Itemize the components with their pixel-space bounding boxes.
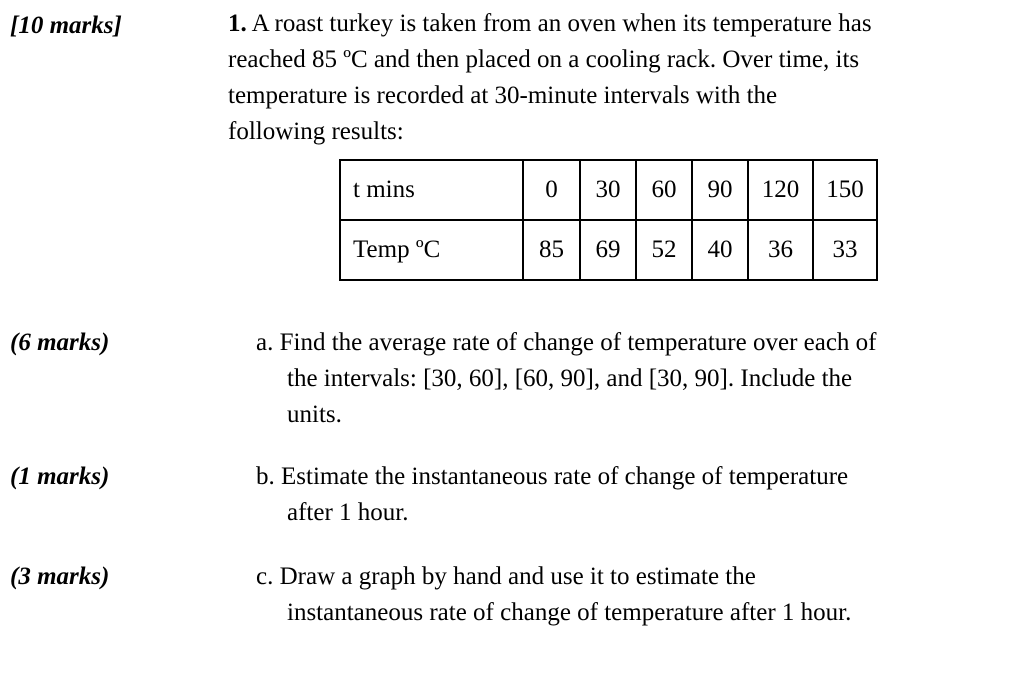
temperature-row-label: Temp ºC: [340, 220, 523, 280]
part-a-line: units.: [287, 401, 342, 428]
part-b-line: after 1 hour.: [287, 499, 409, 526]
question-intro-line: following results:: [228, 118, 404, 145]
part-a-line: a. Find the average rate of change of temperature over each of: [256, 329, 877, 356]
temperature-cell: 40: [692, 220, 748, 280]
question-intro-line: reached 85 ºC and then placed on a cooling rack. Over time, its: [228, 46, 860, 73]
part-a-marks: (6 marks): [10, 329, 110, 356]
question-intro-text: A roast turkey is taken from an oven when its temperature has: [246, 10, 872, 37]
temperature-row: [340, 220, 877, 280]
part-c-line: c. Draw a graph by hand and use it to estimate the: [256, 563, 756, 590]
part-b-text: [256, 459, 848, 531]
total-marks-label: [10 marks]: [10, 12, 122, 39]
part-b-marks: (1 marks): [10, 463, 110, 490]
temperature-cell: 85: [523, 220, 580, 280]
question-number: 1.: [228, 10, 247, 37]
temperature-cell: 69: [580, 220, 636, 280]
part-a-line: the intervals: [30, 60], [60, 90], and [30, 90]. Include the: [287, 365, 853, 392]
question-intro-line: temperature is recorded at 30-minute intervals with the: [228, 82, 778, 109]
part-c-line: instantaneous rate of change of temperature after 1 hour.: [287, 599, 852, 626]
time-row-label: t mins: [340, 160, 523, 220]
temperature-data-table: [339, 159, 878, 281]
time-row: [340, 160, 877, 220]
time-cell: 120: [748, 160, 813, 220]
temperature-cell: 52: [636, 220, 692, 280]
time-cell: 90: [692, 160, 748, 220]
question-intro: [228, 6, 872, 150]
temperature-cell: 33: [813, 220, 877, 280]
part-c-marks: (3 marks): [10, 563, 110, 590]
time-cell: 0: [523, 160, 580, 220]
part-c-text: [256, 559, 851, 631]
question-intro-line: [228, 6, 872, 42]
part-a-text: [256, 325, 877, 433]
part-b-line: b. Estimate the instantaneous rate of change of temperature: [256, 463, 849, 490]
time-cell: 150: [813, 160, 877, 220]
time-cell: 60: [636, 160, 692, 220]
time-cell: 30: [580, 160, 636, 220]
temperature-cell: 36: [748, 220, 813, 280]
